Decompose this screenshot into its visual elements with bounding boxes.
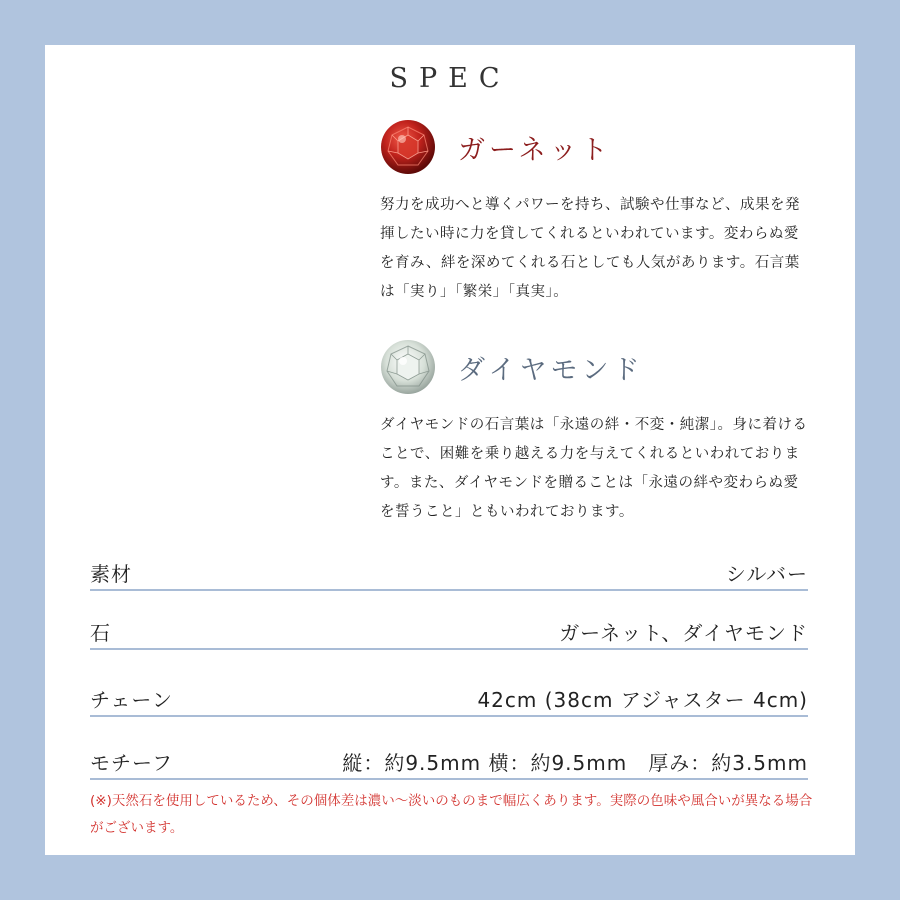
spec-label-motif: モチーフ (90, 751, 173, 775)
spec-label-material: 素材 (90, 562, 132, 586)
spec-card (45, 45, 855, 855)
spec-row-motif (90, 742, 808, 780)
garnet-name: ガーネット (458, 134, 612, 166)
garnet-section (380, 117, 820, 307)
disclaimer-note: (※)天然石を使用しているため、その個体差は濃い〜淡いのものまで幅広くあります。実際の色味や風合いが異なる場合がございます。 (90, 793, 813, 836)
page-title: SPEC (389, 63, 511, 94)
spec-value-chain: 42cm (38cm アジャスター 4cm) (477, 688, 808, 712)
diamond-header (380, 337, 820, 397)
spec-label-stone: 石 (90, 621, 111, 645)
spec-label-chain: チェーン (90, 688, 173, 712)
garnet-gem-icon (380, 119, 436, 175)
garnet-header (380, 117, 820, 177)
garnet-description: 努力を成功へと導くパワーを持ち、試験や仕事など、成果を発揮したい時に力を貸してくれるといわれています。変わらぬ愛を育み、絆を深めてくれる石としても人気があります。石言葉は「実り」「繁栄」「真実」。 (380, 197, 800, 300)
spec-row-chain (90, 679, 808, 717)
spec-value-motif: 縦：約9.5mm 横：約9.5mm 厚み：約3.5mm (342, 751, 808, 775)
diamond-name: ダイヤモンド (458, 354, 644, 386)
diamond-gem-icon (380, 339, 436, 395)
spec-value-stone: ガーネット、ダイヤモンド (559, 621, 808, 645)
diamond-description: ダイヤモンドの石言葉は「永遠の絆・不変・純潔」。身に着けることで、困難を乗り越える力を与えてくれるといわれております。また、ダイヤモンドを贈ることは「永遠の絆や変わらぬ愛を誓うこと」ともいわれております。 (380, 417, 808, 520)
diamond-section (380, 337, 820, 527)
spec-value-material: シルバー (725, 562, 808, 586)
spec-row-stone (90, 612, 808, 650)
spec-row-material (90, 553, 808, 591)
